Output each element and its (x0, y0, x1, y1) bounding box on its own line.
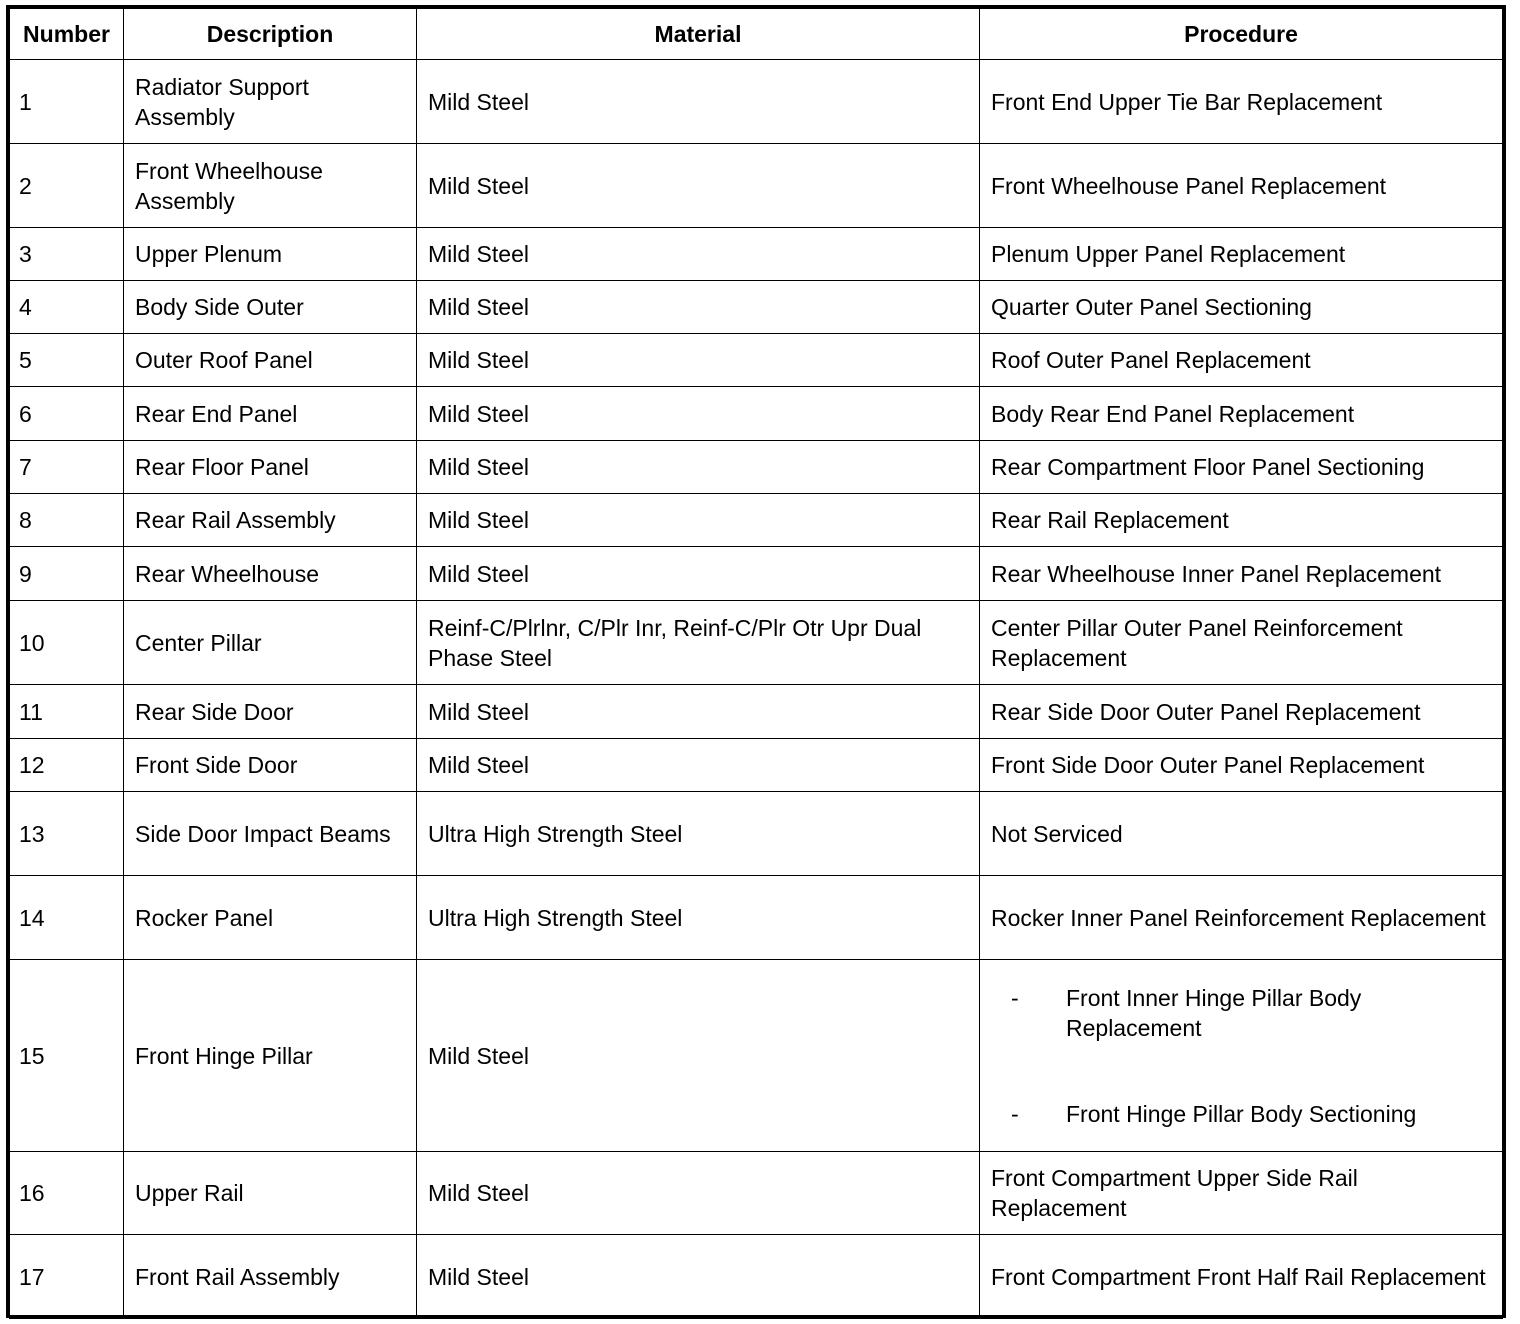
cell-description: Upper Rail (124, 1152, 417, 1235)
table-row (10, 281, 1503, 334)
cell-description: Rear End Panel (124, 387, 417, 441)
cell-description: Side Door Impact Beams (124, 792, 417, 876)
cell-number: 17 (10, 1235, 124, 1319)
cell-description: Rear Wheelhouse (124, 547, 417, 601)
header-row (10, 9, 1503, 60)
procedure-text: Front Compartment Upper Side Rail Replacement (991, 1165, 1358, 1221)
header-description: Description (124, 9, 417, 60)
table-row (10, 685, 1503, 739)
cell-procedure (980, 228, 1503, 281)
table-row (10, 334, 1503, 387)
cell-number: 4 (10, 281, 124, 334)
cell-number: 7 (10, 441, 124, 494)
cell-procedure (980, 685, 1503, 739)
procedure-text: Body Rear End Panel Replacement (991, 400, 1355, 427)
table-row (10, 144, 1503, 228)
cell-number: 3 (10, 228, 124, 281)
cell-procedure (980, 601, 1503, 685)
cell-procedure (980, 334, 1503, 387)
cell-number: 12 (10, 739, 124, 792)
procedure-item: - Front Inner Hinge Pillar Body Replacement (991, 983, 1491, 1043)
table-body (10, 60, 1503, 1319)
procedure-text: Front End Upper Tie Bar Replacement (991, 88, 1383, 115)
cell-material: Mild Steel (417, 960, 980, 1152)
header-number: Number (10, 9, 124, 60)
cell-procedure (980, 144, 1503, 228)
cell-description: Radiator Support Assembly (124, 60, 417, 144)
cell-procedure (980, 876, 1503, 960)
cell-description: Center Pillar (124, 601, 417, 685)
procedure-text: Center Pillar Outer Panel Reinforcement Replacement (991, 614, 1403, 671)
cell-number: 9 (10, 547, 124, 601)
cell-procedure (980, 1235, 1503, 1319)
procedure-text: Front Side Door Outer Panel Replacement (991, 752, 1425, 778)
cell-material: Reinf-C/Plrlnr, C/Plr Inr, Reinf-C/Plr Otr Upr Dual Phase Steel (417, 601, 980, 685)
procedure-text: Front Compartment Front Half Rail Replacement (991, 1263, 1486, 1290)
cell-material: Mild Steel (417, 60, 980, 144)
procedure-text: Not Serviced (991, 820, 1123, 847)
cell-description: Rear Floor Panel (124, 441, 417, 494)
cell-procedure (980, 441, 1503, 494)
cell-procedure (980, 739, 1503, 792)
cell-material: Mild Steel (417, 547, 980, 601)
table-row (10, 601, 1503, 685)
parts-table (9, 8, 1503, 1319)
procedure-text: Rear Side Door Outer Panel Replacement (991, 698, 1421, 725)
cell-number: 14 (10, 876, 124, 960)
header-procedure: Procedure (980, 9, 1503, 60)
procedure-text: Rear Compartment Floor Panel Sectioning (991, 454, 1425, 480)
cell-description: Outer Roof Panel (124, 334, 417, 387)
cell-material: Mild Steel (417, 228, 980, 281)
cell-material: Mild Steel (417, 1235, 980, 1319)
table-row (10, 441, 1503, 494)
procedure-text: Front Wheelhouse Panel Replacement (991, 172, 1387, 199)
table-row (10, 60, 1503, 144)
table-row (10, 739, 1503, 792)
cell-material: Mild Steel (417, 739, 980, 792)
cell-number: 11 (10, 685, 124, 739)
cell-material: Mild Steel (417, 494, 980, 547)
procedure-text: Quarter Outer Panel Sectioning (991, 294, 1312, 320)
cell-description: Rear Rail Assembly (124, 494, 417, 547)
cell-number: 16 (10, 1152, 124, 1235)
cell-description: Rocker Panel (124, 876, 417, 960)
cell-procedure (980, 792, 1503, 876)
cell-procedure (980, 1152, 1503, 1235)
procedure-list (991, 983, 1491, 1129)
table-row (10, 1235, 1503, 1319)
cell-material: Mild Steel (417, 281, 980, 334)
cell-number: 10 (10, 601, 124, 685)
cell-procedure (980, 387, 1503, 441)
cell-number: 6 (10, 387, 124, 441)
procedure-text: Rear Rail Replacement (991, 507, 1229, 533)
cell-material: Mild Steel (417, 387, 980, 441)
cell-number: 5 (10, 334, 124, 387)
cell-procedure (980, 494, 1503, 547)
cell-procedure (980, 547, 1503, 601)
procedure-text: Rocker Inner Panel Reinforcement Replacement (991, 904, 1486, 931)
cell-description: Front Side Door (124, 739, 417, 792)
cell-description: Front Hinge Pillar (124, 960, 417, 1152)
table-row (10, 960, 1503, 1152)
header-material: Material (417, 9, 980, 60)
cell-material: Mild Steel (417, 334, 980, 387)
table-frame (6, 5, 1506, 1318)
cell-material: Mild Steel (417, 441, 980, 494)
cell-material: Mild Steel (417, 1152, 980, 1235)
table-row (10, 547, 1503, 601)
cell-number: 13 (10, 792, 124, 876)
table-row (10, 387, 1503, 441)
cell-material: Ultra High Strength Steel (417, 792, 980, 876)
table-row (10, 792, 1503, 876)
cell-description: Body Side Outer (124, 281, 417, 334)
cell-description: Front Rail Assembly (124, 1235, 417, 1319)
procedure-text: Roof Outer Panel Replacement (991, 347, 1311, 373)
cell-description: Front Wheelhouse Assembly (124, 144, 417, 228)
cell-number: 2 (10, 144, 124, 228)
cell-material: Ultra High Strength Steel (417, 876, 980, 960)
procedure-text: Rear Wheelhouse Inner Panel Replacement (991, 560, 1442, 587)
table-row (10, 876, 1503, 960)
cell-number: 8 (10, 494, 124, 547)
cell-description: Upper Plenum (124, 228, 417, 281)
cell-number: 15 (10, 960, 124, 1152)
cell-number: 1 (10, 60, 124, 144)
procedure-item: - Front Hinge Pillar Body Sectioning (991, 1099, 1491, 1129)
cell-material: Mild Steel (417, 685, 980, 739)
cell-procedure (980, 281, 1503, 334)
cell-procedure (980, 960, 1503, 1152)
table-row (10, 228, 1503, 281)
cell-material: Mild Steel (417, 144, 980, 228)
cell-description: Rear Side Door (124, 685, 417, 739)
cell-procedure (980, 60, 1503, 144)
table-row (10, 1152, 1503, 1235)
table-row (10, 494, 1503, 547)
procedure-text: Plenum Upper Panel Replacement (991, 241, 1346, 267)
